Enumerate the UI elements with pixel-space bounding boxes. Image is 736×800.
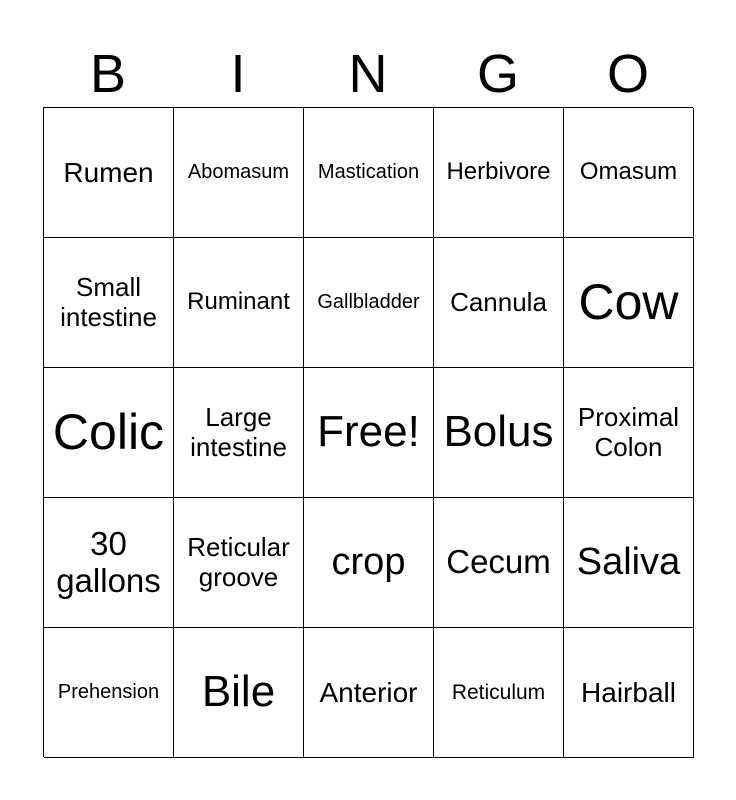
bingo-cell-r3c5[interactable]: Proximal Colon [564, 368, 694, 498]
header-letter-i: I [230, 44, 246, 104]
bingo-cell-r5c1[interactable]: Prehension [44, 628, 174, 758]
bingo-cell-r2c2[interactable]: Ruminant [174, 238, 304, 368]
bingo-cell-r1c3[interactable]: Mastication [304, 108, 434, 238]
bingo-cell-r4c3[interactable]: crop [304, 498, 434, 628]
bingo-cell-r2c5[interactable]: Cow [564, 238, 694, 368]
bingo-cell-r2c4[interactable]: Cannula [434, 238, 564, 368]
bingo-cell-r3c2[interactable]: Large intestine [174, 368, 304, 498]
bingo-cell-r1c5[interactable]: Omasum [564, 108, 694, 238]
header-letter-b: B [89, 44, 127, 104]
bingo-cell-r1c1[interactable]: Rumen [44, 108, 174, 238]
bingo-cell-r4c1[interactable]: 30 gallons [44, 498, 174, 628]
bingo-header [43, 42, 693, 106]
bingo-cell-r2c3[interactable]: Gallbladder [304, 238, 434, 368]
bingo-cell-r4c5[interactable]: Saliva [564, 498, 694, 628]
bingo-cell-r3c4[interactable]: Bolus [434, 368, 564, 498]
header-letter-n: N [348, 44, 388, 104]
bingo-cell-r5c5[interactable]: Hairball [564, 628, 694, 758]
header-letter-o: O [606, 44, 649, 104]
bingo-cell-r4c2[interactable]: Reticular groove [174, 498, 304, 628]
bingo-cell-r4c4[interactable]: Cecum [434, 498, 564, 628]
bingo-cell-r2c1[interactable]: Small intestine [44, 238, 174, 368]
bingo-cell-r5c3[interactable]: Anterior [304, 628, 434, 758]
bingo-cell-r1c4[interactable]: Herbivore [434, 108, 564, 238]
bingo-cell-r3c3[interactable]: Free! [304, 368, 434, 498]
bingo-cell-r1c2[interactable]: Abomasum [174, 108, 304, 238]
bingo-board [43, 107, 693, 757]
bingo-cell-r5c2[interactable]: Bile [174, 628, 304, 758]
bingo-cell-r3c1[interactable]: Colic [44, 368, 174, 498]
bingo-cell-r5c4[interactable]: Reticulum [434, 628, 564, 758]
header-letter-g: G [476, 44, 519, 104]
